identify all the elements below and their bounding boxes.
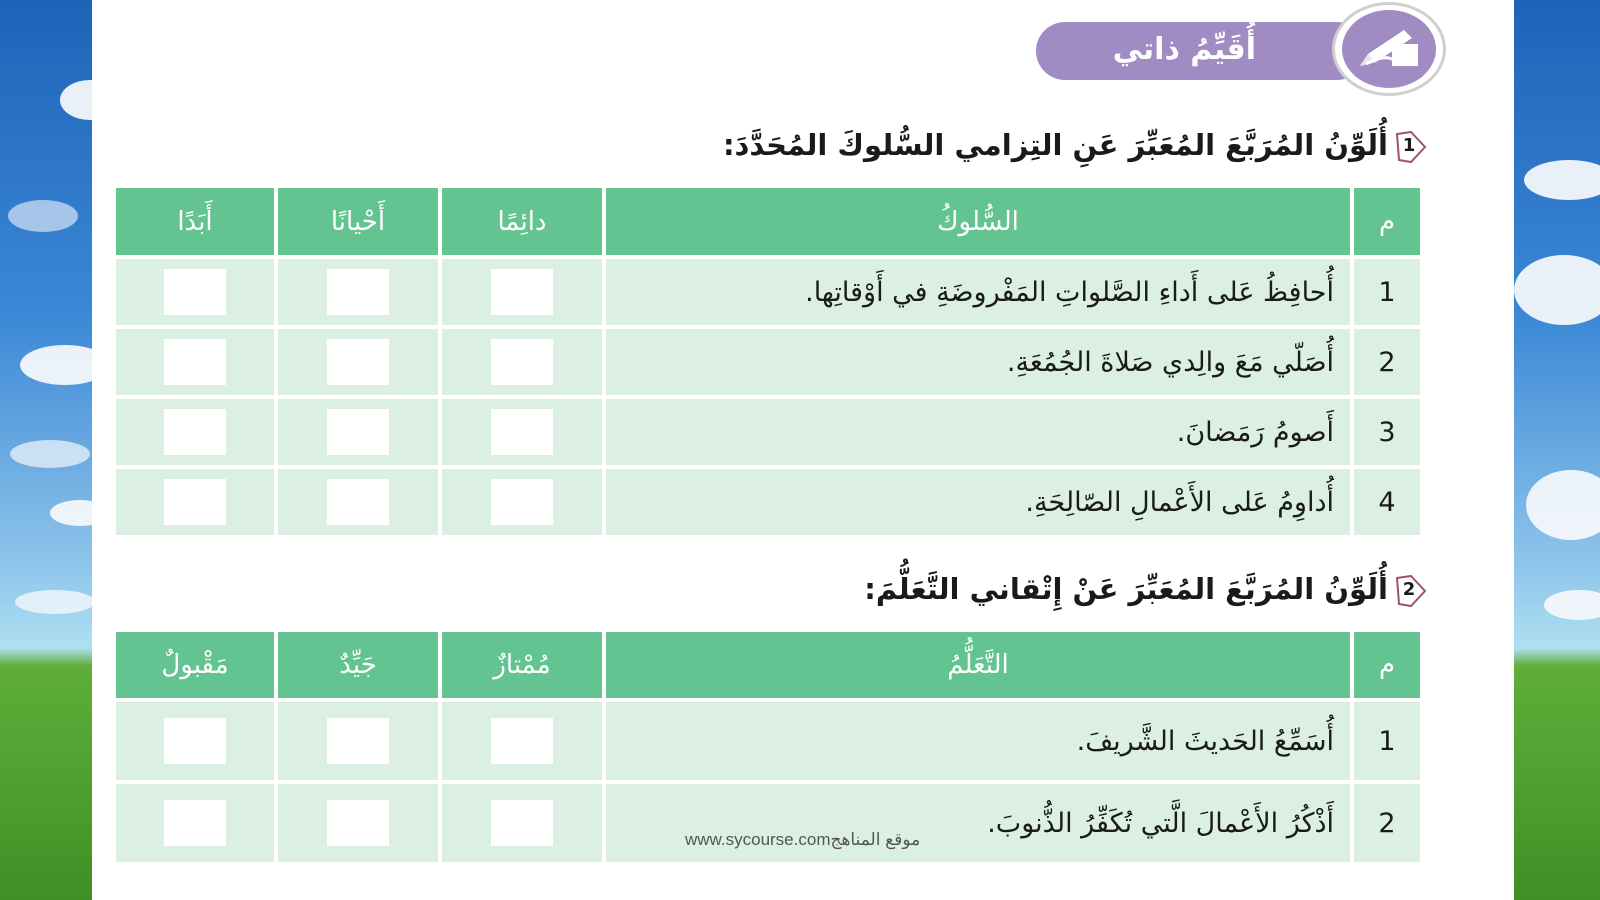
table-row [116, 259, 1420, 325]
column-header-behavior: السُّلوكُ [606, 188, 1350, 255]
question-1 [723, 128, 1424, 162]
learning-text: أَذْكُرُ الأَعْمالَ الَّتي تُكَفِّرُ الذُّنوبَ. [606, 784, 1350, 862]
checkbox-acceptable[interactable] [164, 800, 226, 846]
checkbox-always[interactable] [491, 269, 553, 315]
table-row [116, 702, 1420, 780]
checkbox-never[interactable] [164, 479, 226, 525]
checkbox-acceptable[interactable] [164, 718, 226, 764]
table-row [116, 469, 1420, 535]
question-1-instruction: أُلَوِّنُ المُرَبَّعَ المُعَبِّرَ عَنِ التِزامي السُّلوكَ المُحَدَّدَ: [722, 128, 1388, 162]
checkbox-always[interactable] [491, 339, 553, 385]
behavior-text: أَصومُ رَمَضانَ. [606, 399, 1350, 465]
checkbox-always[interactable] [491, 479, 553, 525]
checkbox-never[interactable] [164, 339, 226, 385]
checkbox-good[interactable] [327, 718, 389, 764]
section-header-title: أُقَيِّمُ ذاتي [1112, 32, 1256, 67]
watermark: www.sycourse.comموقع المناهج [685, 830, 921, 849]
checkbox-never[interactable] [164, 409, 226, 455]
question-2-instruction: أُلَوِّنُ المُرَبَّعَ المُعَبِّرَ عَنْ إِتْقاني التَّعَلُّمَ: [864, 572, 1388, 606]
background-sky-right [1514, 0, 1600, 900]
section-header-pill [1036, 22, 1366, 80]
background-sky-left [0, 0, 92, 900]
checkbox-sometimes[interactable] [327, 269, 389, 315]
column-header-never: أَبَدًا [116, 188, 274, 255]
pen-paper-icon [1354, 24, 1424, 74]
row-number: 4 [1354, 469, 1420, 535]
column-header-number: م [1354, 188, 1420, 255]
column-header-good: جَيِّدٌ [278, 632, 438, 698]
row-number: 2 [1354, 784, 1420, 862]
row-number: 1 [1354, 702, 1420, 780]
table-row [116, 329, 1420, 395]
column-header-learning: التَّعَلُّمُ [606, 632, 1350, 698]
checkbox-sometimes[interactable] [327, 479, 389, 525]
behavior-text: أُحافِظُ عَلى أَداءِ الصَّلواتِ المَفْروضَةِ في أَوْقاتِها. [606, 259, 1350, 325]
column-header-sometimes: أَحْيانًا [278, 188, 438, 255]
column-header-always: دائِمًا [442, 188, 602, 255]
behavior-table [112, 184, 1424, 539]
table-row [116, 399, 1420, 465]
checkbox-sometimes[interactable] [327, 339, 389, 385]
checkbox-excellent[interactable] [491, 718, 553, 764]
question-2 [864, 572, 1424, 606]
table-row [116, 784, 1420, 862]
row-number: 3 [1354, 399, 1420, 465]
checkbox-always[interactable] [491, 409, 553, 455]
column-header-number: م [1354, 632, 1420, 698]
row-number: 1 [1354, 259, 1420, 325]
checkbox-never[interactable] [164, 269, 226, 315]
question-1-number: 1 [1394, 130, 1424, 160]
column-header-acceptable: مَقْبولٌ [116, 632, 274, 698]
learning-text: أُسَمِّعُ الحَديثَ الشَّريفَ. [606, 702, 1350, 780]
column-header-excellent: مُمْتازٌ [442, 632, 602, 698]
question-2-number: 2 [1394, 574, 1424, 604]
checkbox-sometimes[interactable] [327, 409, 389, 455]
checkbox-excellent[interactable] [491, 800, 553, 846]
behavior-text: أُداوِمُ عَلى الأَعْمالِ الصّالِحَةِ. [606, 469, 1350, 535]
checkbox-good[interactable] [327, 800, 389, 846]
row-number: 2 [1354, 329, 1420, 395]
self-assessment-badge [1332, 2, 1446, 96]
behavior-text: أُصَلّي مَعَ والِدي صَلاةَ الجُمُعَةِ. [606, 329, 1350, 395]
